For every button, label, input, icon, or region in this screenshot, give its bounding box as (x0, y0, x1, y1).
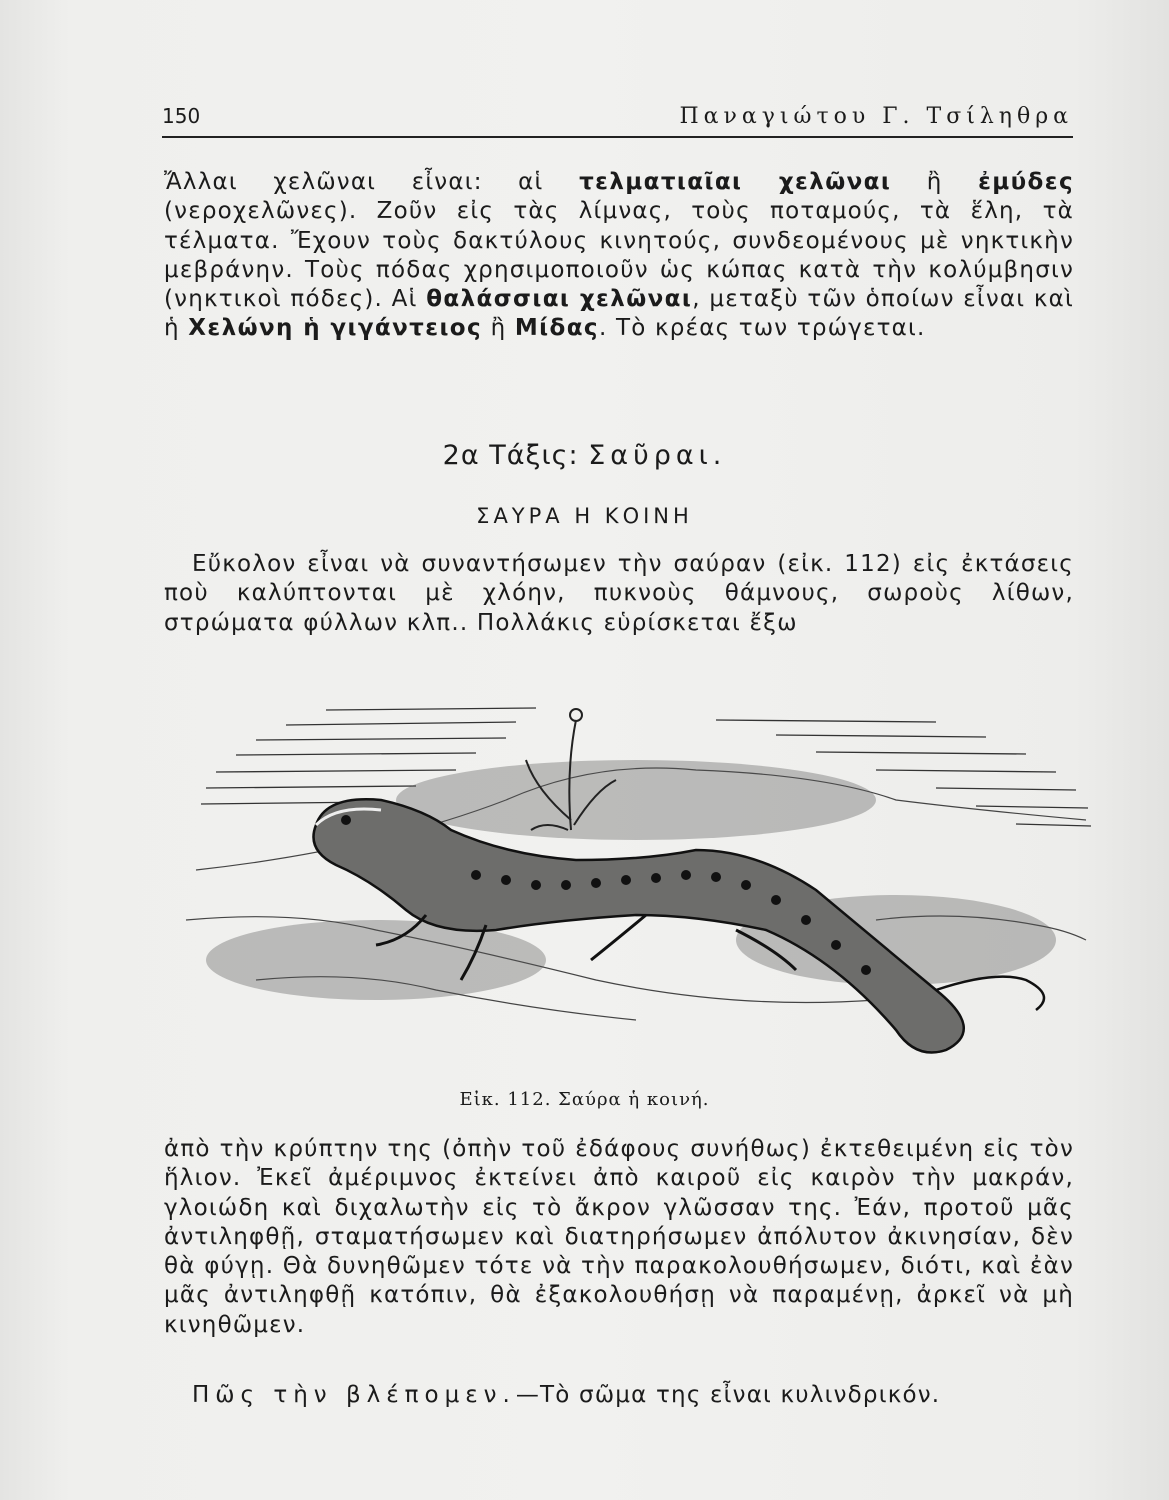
term-giant-turtle: Χελώνη ἡ γιγάντειος (188, 315, 483, 342)
lizard-engraving (176, 680, 1096, 1075)
section-title: Σαῦραι. (588, 440, 727, 471)
paragraph-turtles (164, 168, 1074, 344)
para1-text-6: . Τὸ κρέας των τρώγεται. (598, 315, 926, 342)
para1-text-1: Ἄλλαι χελῶναι εἶναι: αἱ (164, 169, 580, 195)
paragraph-appearance (164, 1381, 1074, 1410)
term-emydes: ἐμύδες (978, 169, 1074, 195)
term-midas: Μίδας (514, 315, 599, 342)
section-heading (0, 440, 1169, 471)
para1-text-3: (νεροχελῶνες). Ζοῦν εἰς τὰς λίμνας, τοὺς ποταμούς, τὰ ἕλη, τὰ τέλματα. Ἔχουν τοὺς δακτύλους κινητούς, συνδεομένους μὲ νηκτικὴν μεβράνην. Τοὺς πόδας χρησιμοποιοῦν ὡς κώπας κατὰ τὴν κολύμβησιν (νηκτικοὶ πόδες). Αἱ (164, 198, 1074, 313)
appearance-lead: Πῶς τὴν βλέπομεν. (192, 1382, 516, 1408)
section-label: 2α Τάξις: (442, 440, 579, 471)
page-header (162, 104, 1073, 136)
appearance-text: —Τὸ σῶμα της εἶναι κυλινδρικόν. (515, 1382, 941, 1408)
lizard-illustration (176, 680, 1096, 1075)
running-head: Παναγιώτου Γ. Τσίληθρα (679, 104, 1073, 129)
species-heading: ΣΑΥΡΑ Η ΚΟΙΝΗ (476, 504, 693, 528)
page-number: 150 (162, 104, 201, 128)
paragraph-encounter: Εὔκολον εἶναι νὰ συναντήσωμεν τὴν σαύραν (εἰκ. 112) εἰς ἐκτάσεις ποὺ καλύπτονται μὲ χλόην, πυκνοὺς θάμνους, σωροὺς λίθων, στρώματα φύλλων κλπ.. Πολλάκις εὑρίσκεται ἔξω (164, 551, 1074, 636)
para1-text-2: ἢ (891, 169, 979, 195)
term-marsh-turtles: τελματιαῖαι χελῶναι (579, 169, 892, 195)
figure-caption: Εἰκ. 112. Σαύρα ἡ κοινή. (459, 1089, 710, 1110)
para1-text-4: , μεταξὺ τῶν ὁποίων εἶναι καὶ ἡ (164, 286, 1074, 342)
paragraph-behavior: ἀπὸ τὴν κρύπτην της (ὀπὴν τοῦ ἐδάφους συνήθως) ἐκτεθειμένη εἰς τὸν ἥλιον. Ἐκεῖ ἀμέριμνος ἐκτείνει ἀπὸ καιροῦ εἰς καιρὸν τὴν μακράν, γλοιώδη καὶ διχαλωτὴν εἰς τὸ ἄκρον γλῶσσαν της. Ἐάν, προτοῦ μᾶς ἀντιληφθῇ, σταματήσωμεν καὶ διατηρήσωμεν ἀπόλυτον ἀκινησίαν, δὲν θὰ φύγῃ. Θὰ δυνηθῶμεν τότε νὰ τὴν παρακολουθήσωμεν, διότι, καὶ ἐὰν μᾶς ἀντιληφθῇ κατόπιν, θὰ ἐξακολουθήσῃ νὰ παραμένῃ, ἀρκεῖ νὰ μὴ κινηθῶμεν. (164, 1136, 1074, 1338)
header-rule (162, 136, 1073, 138)
term-sea-turtles: θαλάσσιαι χελῶναι (426, 286, 693, 313)
para1-text-5: ἢ (482, 315, 515, 342)
